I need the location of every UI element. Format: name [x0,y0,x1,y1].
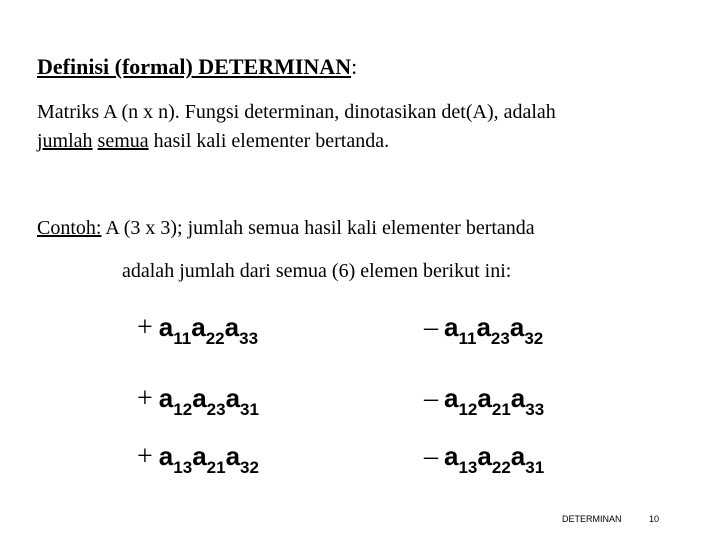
factor-symbol: a [225,441,241,471]
factor-symbol: a [158,383,174,413]
term-sign: + [137,312,153,343]
product-term [424,383,544,417]
title-colon: : [351,54,358,79]
factor-subscript: 11 [458,329,477,348]
title-text: Definisi (formal) DETERMINAN [37,54,352,79]
factor-subscript: 22 [491,458,511,477]
product-term [424,312,543,346]
definition-word-semua: semua [97,130,149,152]
factor-symbol: a [192,441,207,471]
factor-symbol: a [158,312,174,342]
factor-symbol: a [444,383,459,413]
factor-symbol: a [444,441,459,471]
factor-subscript: 12 [173,400,193,419]
factor-subscript: 31 [240,400,259,419]
factor-subscript: 31 [525,458,545,477]
factor-subscript: 33 [525,400,545,419]
factor-subscript: 22 [205,329,225,348]
factor-subscript: 11 [173,329,192,348]
factor-symbol: a [224,312,240,342]
footer-label: DETERMINAN [562,514,622,524]
factor-symbol: a [510,383,526,413]
factor-subscript: 23 [206,400,226,419]
factor-subscript: 12 [458,400,478,419]
definition-rest: hasil kali elementer bertanda. [153,130,390,152]
product-term [137,312,258,346]
factor-symbol: a [191,312,206,342]
term-sign: – [424,441,438,472]
factor-symbol: a [509,312,525,342]
factor-subscript: 32 [524,329,544,348]
product-term [137,441,259,475]
factor-subscript: 23 [490,329,510,348]
factor-subscript: 13 [458,458,478,477]
slide-title [37,54,357,80]
page-number: 10 [649,514,660,524]
factor-symbol: a [510,441,526,471]
example-text: A (3 x 3); jumlah semua hasil kali elementer bertanda [105,217,535,239]
factor-subscript: 21 [206,458,226,477]
term-sign: – [424,383,438,414]
factor-subscript: 33 [239,329,259,348]
term-sign: – [424,312,438,343]
term-sign: + [137,383,153,414]
example-label: Contoh: [37,217,102,239]
example-line-1 [37,217,535,240]
factor-symbol: a [444,312,459,342]
definition-line-1: Matriks A (n x n). Fungsi determinan, dinotasikan det(A), adalah [37,101,556,123]
product-term [424,441,544,475]
factor-symbol: a [225,383,241,413]
factor-symbol: a [158,441,174,471]
definition-word-jumlah: jumlah [37,130,93,152]
factor-symbol: a [477,383,492,413]
factor-subscript: 21 [491,400,511,419]
factor-symbol: a [477,441,492,471]
factor-subscript: 32 [240,458,259,477]
product-term [137,383,259,417]
factor-symbol: a [476,312,491,342]
definition-paragraph [37,98,697,156]
factor-subscript: 13 [173,458,193,477]
term-sign: + [137,441,153,472]
example-line-2: adalah jumlah dari semua (6) elemen berikut ini: [122,260,512,282]
factor-symbol: a [192,383,207,413]
